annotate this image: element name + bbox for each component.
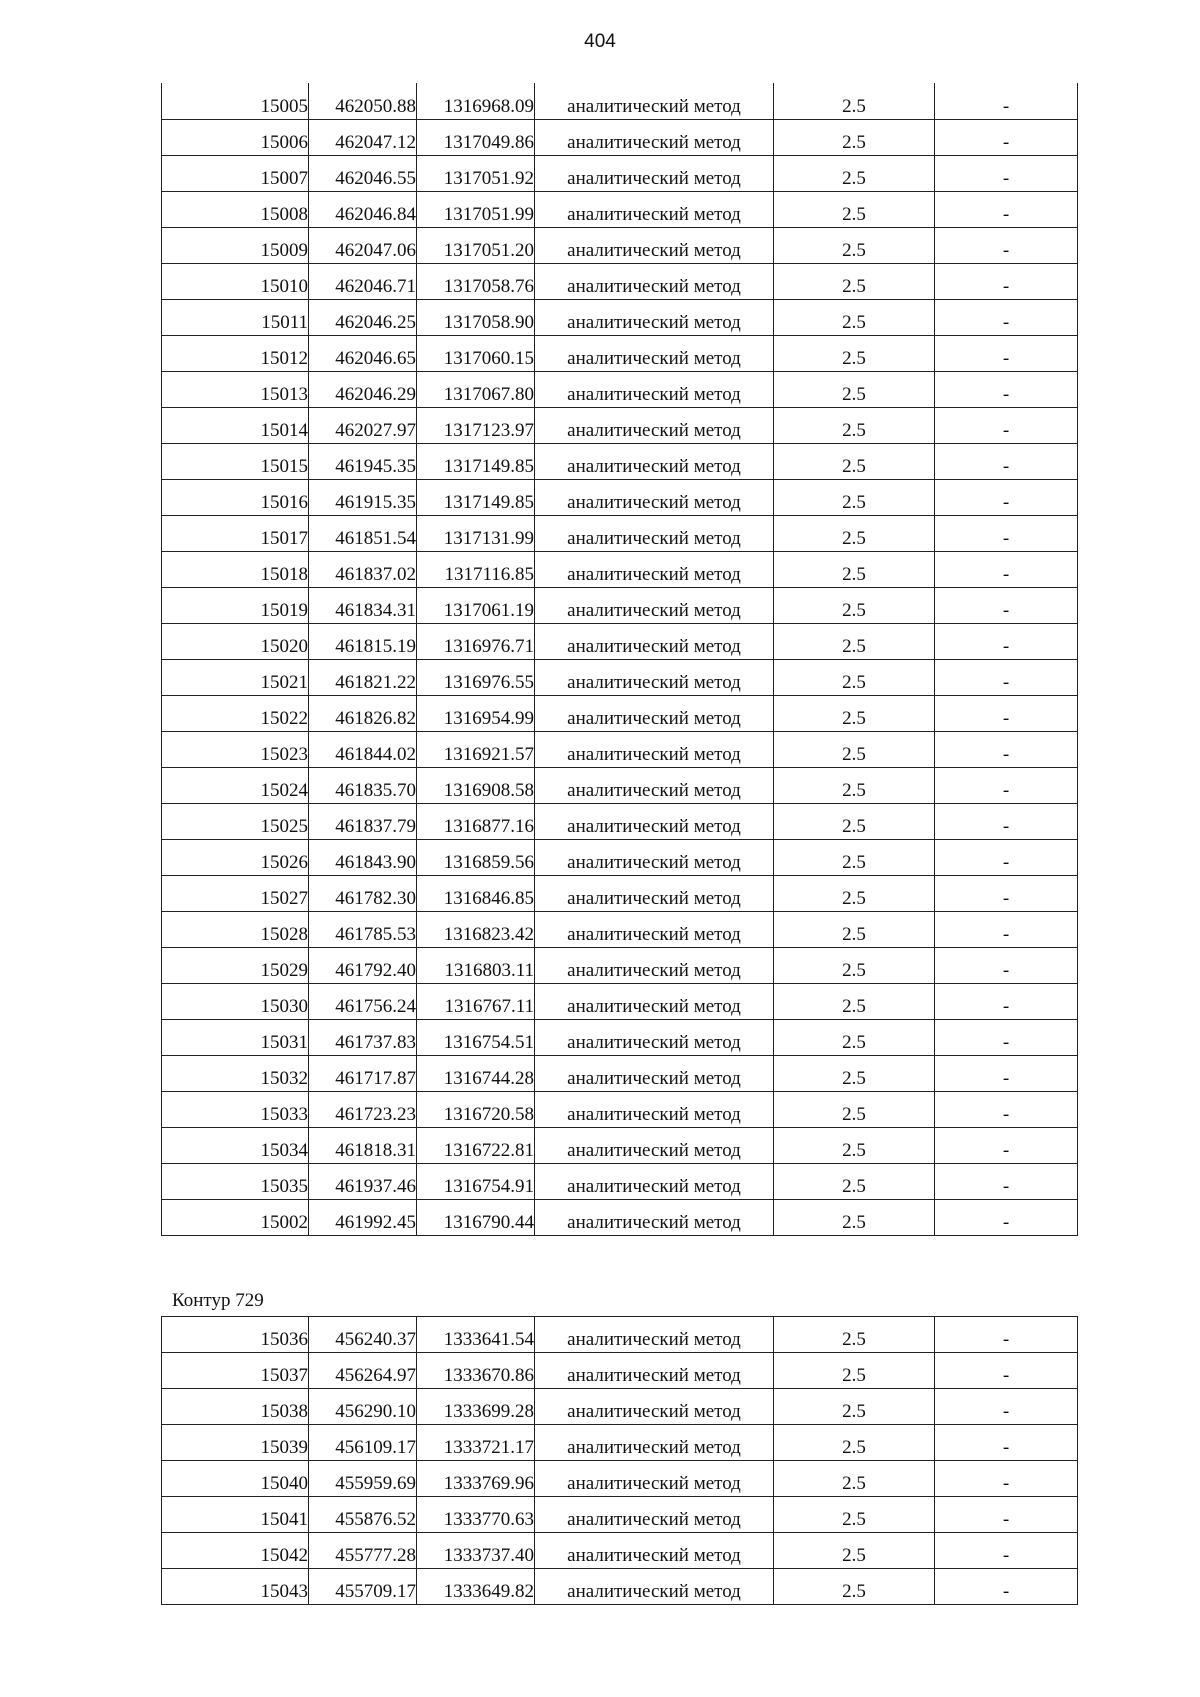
description-cell: -: [935, 911, 1078, 947]
description-cell: -: [935, 1055, 1078, 1091]
x-coordinate-cell: 462046.55: [309, 155, 417, 191]
y-coordinate-cell: 1317149.85: [417, 479, 535, 515]
table-row: [162, 1317, 1078, 1353]
point-number-cell: 15005: [162, 83, 309, 119]
table-row: [162, 623, 1078, 659]
point-number-cell: 15040: [162, 1461, 309, 1497]
point-number-cell: 15014: [162, 407, 309, 443]
table-row: [162, 1055, 1078, 1091]
y-coordinate-cell: 1317058.76: [417, 263, 535, 299]
x-coordinate-cell: 455959.69: [309, 1461, 417, 1497]
accuracy-cell: 2.5: [774, 1019, 935, 1055]
method-cell: аналитический метод: [535, 1019, 774, 1055]
description-cell: -: [935, 803, 1078, 839]
method-cell: аналитический метод: [535, 227, 774, 263]
x-coordinate-cell: 461785.53: [309, 911, 417, 947]
table-row: [162, 659, 1078, 695]
accuracy-cell: 2.5: [774, 1533, 935, 1569]
x-coordinate-cell: 461782.30: [309, 875, 417, 911]
method-cell: аналитический метод: [535, 1461, 774, 1497]
method-cell: аналитический метод: [535, 1389, 774, 1425]
x-coordinate-cell: 461937.46: [309, 1163, 417, 1199]
description-cell: -: [935, 83, 1078, 119]
point-number-cell: 15036: [162, 1317, 309, 1353]
table-row: [162, 1163, 1078, 1199]
table-row: [162, 767, 1078, 803]
point-number-cell: 15032: [162, 1055, 309, 1091]
method-cell: аналитический метод: [535, 1055, 774, 1091]
y-coordinate-cell: 1317149.85: [417, 443, 535, 479]
point-number-cell: 15009: [162, 227, 309, 263]
point-number-cell: 15010: [162, 263, 309, 299]
y-coordinate-cell: 1333699.28: [417, 1389, 535, 1425]
description-cell: -: [935, 263, 1078, 299]
method-cell: аналитический метод: [535, 659, 774, 695]
description-cell: -: [935, 227, 1078, 263]
description-cell: -: [935, 515, 1078, 551]
table-row: [162, 1019, 1078, 1055]
description-cell: -: [935, 443, 1078, 479]
accuracy-cell: 2.5: [774, 1569, 935, 1605]
y-coordinate-cell: 1316954.99: [417, 695, 535, 731]
table-row: [162, 335, 1078, 371]
point-number-cell: 15027: [162, 875, 309, 911]
method-cell: аналитический метод: [535, 407, 774, 443]
table-row: [162, 947, 1078, 983]
table-row: [162, 731, 1078, 767]
description-cell: -: [935, 1389, 1078, 1425]
y-coordinate-cell: 1316968.09: [417, 83, 535, 119]
y-coordinate-cell: 1317058.90: [417, 299, 535, 335]
x-coordinate-cell: 461837.79: [309, 803, 417, 839]
accuracy-cell: 2.5: [774, 1425, 935, 1461]
y-coordinate-cell: 1316790.44: [417, 1199, 535, 1235]
x-coordinate-cell: 462050.88: [309, 83, 417, 119]
x-coordinate-cell: 461717.87: [309, 1055, 417, 1091]
x-coordinate-cell: 462046.84: [309, 191, 417, 227]
method-cell: аналитический метод: [535, 155, 774, 191]
x-coordinate-cell: 461826.82: [309, 695, 417, 731]
y-coordinate-cell: 1317051.92: [417, 155, 535, 191]
description-cell: -: [935, 119, 1078, 155]
y-coordinate-cell: 1333721.17: [417, 1425, 535, 1461]
method-cell: аналитический метод: [535, 191, 774, 227]
method-cell: аналитический метод: [535, 1163, 774, 1199]
description-cell: -: [935, 335, 1078, 371]
x-coordinate-cell: 456240.37: [309, 1317, 417, 1353]
table-row: [162, 1569, 1078, 1605]
method-cell: аналитический метод: [535, 1569, 774, 1605]
y-coordinate-cell: 1316722.81: [417, 1127, 535, 1163]
point-number-cell: 15035: [162, 1163, 309, 1199]
description-cell: -: [935, 731, 1078, 767]
method-cell: аналитический метод: [535, 335, 774, 371]
y-coordinate-cell: 1317049.86: [417, 119, 535, 155]
method-cell: аналитический метод: [535, 1317, 774, 1353]
method-cell: аналитический метод: [535, 83, 774, 119]
table-row: [162, 875, 1078, 911]
y-coordinate-cell: 1316976.71: [417, 623, 535, 659]
accuracy-cell: 2.5: [774, 263, 935, 299]
x-coordinate-cell: 461843.90: [309, 839, 417, 875]
description-cell: -: [935, 695, 1078, 731]
x-coordinate-cell: 461835.70: [309, 767, 417, 803]
point-number-cell: 15023: [162, 731, 309, 767]
description-cell: -: [935, 659, 1078, 695]
table-row: [162, 1461, 1078, 1497]
point-number-cell: 15019: [162, 587, 309, 623]
description-cell: -: [935, 1199, 1078, 1235]
method-cell: аналитический метод: [535, 119, 774, 155]
table-row: [162, 83, 1078, 119]
accuracy-cell: 2.5: [774, 119, 935, 155]
table-row: [162, 191, 1078, 227]
x-coordinate-cell: 462047.12: [309, 119, 417, 155]
y-coordinate-cell: 1317060.15: [417, 335, 535, 371]
x-coordinate-cell: 462046.29: [309, 371, 417, 407]
table-row: [162, 1497, 1078, 1533]
accuracy-cell: 2.5: [774, 1055, 935, 1091]
y-coordinate-cell: 1316754.51: [417, 1019, 535, 1055]
method-cell: аналитический метод: [535, 623, 774, 659]
description-cell: -: [935, 1533, 1078, 1569]
accuracy-cell: 2.5: [774, 803, 935, 839]
point-number-cell: 15025: [162, 803, 309, 839]
point-number-cell: 15029: [162, 947, 309, 983]
accuracy-cell: 2.5: [774, 1091, 935, 1127]
method-cell: аналитический метод: [535, 443, 774, 479]
accuracy-cell: 2.5: [774, 947, 935, 983]
point-number-cell: 15028: [162, 911, 309, 947]
table-row: [162, 443, 1078, 479]
x-coordinate-cell: 461915.35: [309, 479, 417, 515]
table-row: [162, 263, 1078, 299]
table-row: [162, 1199, 1078, 1235]
x-coordinate-cell: 461992.45: [309, 1199, 417, 1235]
table-row: [162, 1533, 1078, 1569]
table-row: [162, 299, 1078, 335]
method-cell: аналитический метод: [535, 767, 774, 803]
description-cell: -: [935, 1461, 1078, 1497]
description-cell: -: [935, 839, 1078, 875]
table-row: [162, 1425, 1078, 1461]
accuracy-cell: 2.5: [774, 1497, 935, 1533]
table-row: [162, 839, 1078, 875]
accuracy-cell: 2.5: [774, 983, 935, 1019]
table-row: [162, 587, 1078, 623]
y-coordinate-cell: 1316823.42: [417, 911, 535, 947]
description-cell: -: [935, 479, 1078, 515]
description-cell: -: [935, 875, 1078, 911]
accuracy-cell: 2.5: [774, 623, 935, 659]
method-cell: аналитический метод: [535, 695, 774, 731]
method-cell: аналитический метод: [535, 551, 774, 587]
method-cell: аналитический метод: [535, 839, 774, 875]
method-cell: аналитический метод: [535, 947, 774, 983]
accuracy-cell: 2.5: [774, 875, 935, 911]
x-coordinate-cell: 462047.06: [309, 227, 417, 263]
y-coordinate-cell: 1316767.11: [417, 983, 535, 1019]
method-cell: аналитический метод: [535, 983, 774, 1019]
y-coordinate-cell: 1316976.55: [417, 659, 535, 695]
description-cell: -: [935, 551, 1078, 587]
method-cell: аналитический метод: [535, 371, 774, 407]
accuracy-cell: 2.5: [774, 1199, 935, 1235]
y-coordinate-cell: 1333649.82: [417, 1569, 535, 1605]
table-row: [162, 371, 1078, 407]
y-coordinate-cell: 1333670.86: [417, 1353, 535, 1389]
contour-label: Контур 729: [172, 1290, 264, 1311]
accuracy-cell: 2.5: [774, 371, 935, 407]
table-row: [162, 803, 1078, 839]
point-number-cell: 15013: [162, 371, 309, 407]
point-number-cell: 15043: [162, 1569, 309, 1605]
table-row: [162, 695, 1078, 731]
y-coordinate-cell: 1316754.91: [417, 1163, 535, 1199]
description-cell: -: [935, 1019, 1078, 1055]
point-number-cell: 15021: [162, 659, 309, 695]
method-cell: аналитический метод: [535, 587, 774, 623]
y-coordinate-cell: 1317051.99: [417, 191, 535, 227]
point-number-cell: 15012: [162, 335, 309, 371]
point-number-cell: 15039: [162, 1425, 309, 1461]
method-cell: аналитический метод: [535, 1353, 774, 1389]
coordinates-table: [161, 83, 1078, 1236]
method-cell: аналитический метод: [535, 911, 774, 947]
accuracy-cell: 2.5: [774, 551, 935, 587]
y-coordinate-cell: 1333769.96: [417, 1461, 535, 1497]
x-coordinate-cell: 461844.02: [309, 731, 417, 767]
point-number-cell: 15034: [162, 1127, 309, 1163]
description-cell: -: [935, 1569, 1078, 1605]
point-number-cell: 15024: [162, 767, 309, 803]
description-cell: -: [935, 155, 1078, 191]
point-number-cell: 15008: [162, 191, 309, 227]
description-cell: -: [935, 623, 1078, 659]
accuracy-cell: 2.5: [774, 1389, 935, 1425]
accuracy-cell: 2.5: [774, 83, 935, 119]
method-cell: аналитический метод: [535, 731, 774, 767]
description-cell: -: [935, 191, 1078, 227]
y-coordinate-cell: 1333770.63: [417, 1497, 535, 1533]
accuracy-cell: 2.5: [774, 1163, 935, 1199]
accuracy-cell: 2.5: [774, 479, 935, 515]
x-coordinate-cell: 462046.65: [309, 335, 417, 371]
y-coordinate-cell: 1317061.19: [417, 587, 535, 623]
table-row: [162, 1091, 1078, 1127]
accuracy-cell: 2.5: [774, 587, 935, 623]
x-coordinate-cell: 462046.25: [309, 299, 417, 335]
x-coordinate-cell: 455777.28: [309, 1533, 417, 1569]
accuracy-cell: 2.5: [774, 731, 935, 767]
y-coordinate-cell: 1317131.99: [417, 515, 535, 551]
y-coordinate-cell: 1317051.20: [417, 227, 535, 263]
accuracy-cell: 2.5: [774, 911, 935, 947]
x-coordinate-cell: 455876.52: [309, 1497, 417, 1533]
method-cell: аналитический метод: [535, 299, 774, 335]
point-number-cell: 15041: [162, 1497, 309, 1533]
description-cell: -: [935, 587, 1078, 623]
y-coordinate-cell: 1316720.58: [417, 1091, 535, 1127]
x-coordinate-cell: 456109.17: [309, 1425, 417, 1461]
method-cell: аналитический метод: [535, 479, 774, 515]
point-number-cell: 15016: [162, 479, 309, 515]
table-row: [162, 1389, 1078, 1425]
table-row: [162, 515, 1078, 551]
method-cell: аналитический метод: [535, 1425, 774, 1461]
x-coordinate-cell: 462027.97: [309, 407, 417, 443]
accuracy-cell: 2.5: [774, 155, 935, 191]
x-coordinate-cell: 461834.31: [309, 587, 417, 623]
point-number-cell: 15006: [162, 119, 309, 155]
y-coordinate-cell: 1316803.11: [417, 947, 535, 983]
point-number-cell: 15042: [162, 1533, 309, 1569]
point-number-cell: 15017: [162, 515, 309, 551]
point-number-cell: 15038: [162, 1389, 309, 1425]
accuracy-cell: 2.5: [774, 659, 935, 695]
description-cell: -: [935, 767, 1078, 803]
method-cell: аналитический метод: [535, 263, 774, 299]
table-row: [162, 155, 1078, 191]
x-coordinate-cell: 461837.02: [309, 551, 417, 587]
y-coordinate-cell: 1316908.58: [417, 767, 535, 803]
y-coordinate-cell: 1333641.54: [417, 1317, 535, 1353]
description-cell: -: [935, 1317, 1078, 1353]
point-number-cell: 15031: [162, 1019, 309, 1055]
accuracy-cell: 2.5: [774, 839, 935, 875]
x-coordinate-cell: 461945.35: [309, 443, 417, 479]
table-row: [162, 119, 1078, 155]
accuracy-cell: 2.5: [774, 407, 935, 443]
accuracy-cell: 2.5: [774, 1127, 935, 1163]
coordinates-table-contour-729: [161, 1316, 1078, 1605]
point-number-cell: 15002: [162, 1199, 309, 1235]
point-number-cell: 15020: [162, 623, 309, 659]
accuracy-cell: 2.5: [774, 443, 935, 479]
point-number-cell: 15026: [162, 839, 309, 875]
x-coordinate-cell: 461737.83: [309, 1019, 417, 1055]
accuracy-cell: 2.5: [774, 515, 935, 551]
table-row: [162, 227, 1078, 263]
y-coordinate-cell: 1317067.80: [417, 371, 535, 407]
description-cell: -: [935, 1091, 1078, 1127]
table-row: [162, 407, 1078, 443]
method-cell: аналитический метод: [535, 1533, 774, 1569]
page-number: 404: [584, 31, 616, 52]
x-coordinate-cell: 456264.97: [309, 1353, 417, 1389]
method-cell: аналитический метод: [535, 875, 774, 911]
accuracy-cell: 2.5: [774, 335, 935, 371]
y-coordinate-cell: 1316744.28: [417, 1055, 535, 1091]
point-number-cell: 15011: [162, 299, 309, 335]
method-cell: аналитический метод: [535, 803, 774, 839]
description-cell: -: [935, 947, 1078, 983]
method-cell: аналитический метод: [535, 1091, 774, 1127]
method-cell: аналитический метод: [535, 515, 774, 551]
point-number-cell: 15015: [162, 443, 309, 479]
accuracy-cell: 2.5: [774, 299, 935, 335]
accuracy-cell: 2.5: [774, 767, 935, 803]
accuracy-cell: 2.5: [774, 191, 935, 227]
point-number-cell: 15030: [162, 983, 309, 1019]
description-cell: -: [935, 407, 1078, 443]
table-row: [162, 911, 1078, 947]
y-coordinate-cell: 1316877.16: [417, 803, 535, 839]
y-coordinate-cell: 1316859.56: [417, 839, 535, 875]
description-cell: -: [935, 1497, 1078, 1533]
description-cell: -: [935, 1163, 1078, 1199]
x-coordinate-cell: 461815.19: [309, 623, 417, 659]
x-coordinate-cell: 461723.23: [309, 1091, 417, 1127]
x-coordinate-cell: 456290.10: [309, 1389, 417, 1425]
table-row: [162, 551, 1078, 587]
table-row: [162, 1127, 1078, 1163]
y-coordinate-cell: 1317123.97: [417, 407, 535, 443]
y-coordinate-cell: 1316846.85: [417, 875, 535, 911]
x-coordinate-cell: 455709.17: [309, 1569, 417, 1605]
x-coordinate-cell: 461756.24: [309, 983, 417, 1019]
x-coordinate-cell: 461821.22: [309, 659, 417, 695]
x-coordinate-cell: 461851.54: [309, 515, 417, 551]
table-row: [162, 983, 1078, 1019]
table-row: [162, 1353, 1078, 1389]
table-row: [162, 479, 1078, 515]
point-number-cell: 15018: [162, 551, 309, 587]
method-cell: аналитический метод: [535, 1127, 774, 1163]
description-cell: -: [935, 1353, 1078, 1389]
point-number-cell: 15037: [162, 1353, 309, 1389]
description-cell: -: [935, 371, 1078, 407]
x-coordinate-cell: 461818.31: [309, 1127, 417, 1163]
x-coordinate-cell: 461792.40: [309, 947, 417, 983]
y-coordinate-cell: 1333737.40: [417, 1533, 535, 1569]
description-cell: -: [935, 1425, 1078, 1461]
method-cell: аналитический метод: [535, 1497, 774, 1533]
accuracy-cell: 2.5: [774, 1461, 935, 1497]
description-cell: -: [935, 983, 1078, 1019]
y-coordinate-cell: 1317116.85: [417, 551, 535, 587]
description-cell: -: [935, 1127, 1078, 1163]
method-cell: аналитический метод: [535, 1199, 774, 1235]
point-number-cell: 15033: [162, 1091, 309, 1127]
description-cell: -: [935, 299, 1078, 335]
y-coordinate-cell: 1316921.57: [417, 731, 535, 767]
accuracy-cell: 2.5: [774, 1353, 935, 1389]
accuracy-cell: 2.5: [774, 227, 935, 263]
point-number-cell: 15022: [162, 695, 309, 731]
x-coordinate-cell: 462046.71: [309, 263, 417, 299]
accuracy-cell: 2.5: [774, 1317, 935, 1353]
point-number-cell: 15007: [162, 155, 309, 191]
accuracy-cell: 2.5: [774, 695, 935, 731]
